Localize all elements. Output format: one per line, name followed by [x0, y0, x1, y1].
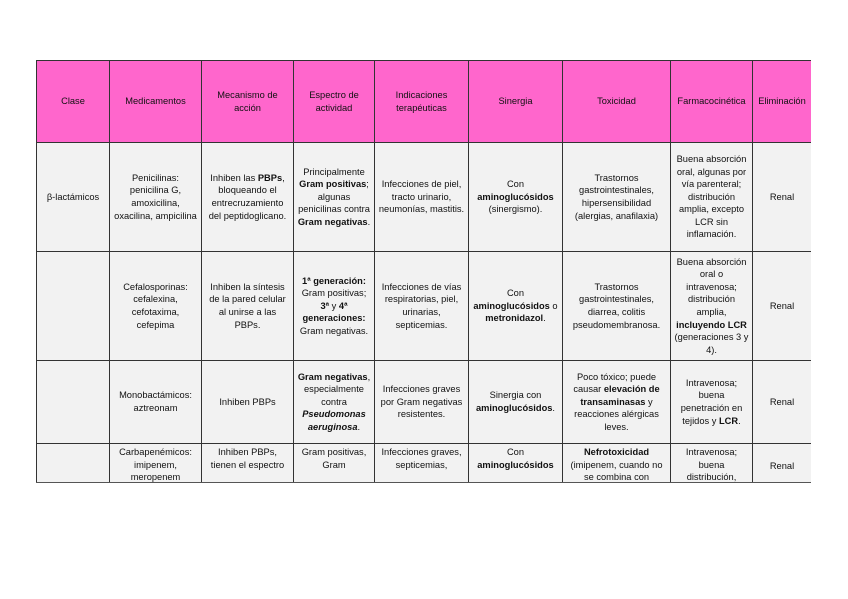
cell-mecanismo: Inhiben PBPs, tienen el espectro — [202, 444, 294, 484]
header-clase: Clase — [37, 61, 110, 143]
table-container — [36, 60, 811, 483]
cell-toxicidad: Trastornos gastrointestinales, diarrea, colitis pseudomembranosa. — [563, 252, 671, 361]
cell-indicaciones: Infecciones graves, septicemias, — [375, 444, 469, 484]
cell-farmacocinetica: Intravenosa; buena distribución, — [671, 444, 753, 484]
table-row — [37, 444, 812, 484]
cell-mecanismo: Inhiben PBPs — [202, 361, 294, 444]
cell-toxicidad: Trastornos gastrointestinales, hipersensibilidad (alergias, anafilaxia) — [563, 143, 671, 252]
cell-medicamentos: Penicilinas: penicilina G, amoxicilina, oxacilina, ampicilina — [110, 143, 202, 252]
cell-eliminacion: Renal — [753, 143, 812, 252]
header-mecanismo: Mecanismo de acción — [202, 61, 294, 143]
cell-indicaciones: Infecciones graves por Gram negativas resistentes. — [375, 361, 469, 444]
cell-medicamentos: Cefalosporinas: cefalexina, cefotaxima, cefepima — [110, 252, 202, 361]
cell-farmacocinetica: Buena absorción oral, algunas por vía parenteral; distribución amplia, excepto LCR sin inflamación. — [671, 143, 753, 252]
cell-espectro: Principalmente Gram positivas; algunas penicilinas contra Gram negativas. — [294, 143, 375, 252]
cell-espectro: 1ª generación: Gram positivas; 3ª y 4ª generaciones: Gram negativas. — [294, 252, 375, 361]
header-row — [37, 61, 812, 143]
antibiotics-table — [36, 60, 811, 483]
header-farmacocinetica: Farmacocinética — [671, 61, 753, 143]
cell-sinergia: Con aminoglucósidos (sinergismo). — [469, 143, 563, 252]
cell-medicamentos: Carbapenémicos: imipenem, meropenem — [110, 444, 202, 484]
cell-eliminacion: Renal — [753, 252, 812, 361]
table-row — [37, 252, 812, 361]
cell-espectro: Gram positivas, Gram — [294, 444, 375, 484]
cell-indicaciones: Infecciones de piel, tracto urinario, neumonías, mastitis. — [375, 143, 469, 252]
cell-eliminacion: Renal — [753, 361, 812, 444]
cell-sinergia: Con aminoglucósidos o metronidazol. — [469, 252, 563, 361]
cell-clase — [37, 361, 110, 444]
header-eliminacion: Eliminación — [753, 61, 812, 143]
header-espectro: Espectro de actividad — [294, 61, 375, 143]
cell-toxicidad: Nefrotoxicidad (imipenem, cuando no se combina con — [563, 444, 671, 484]
header-medicamentos: Medicamentos — [110, 61, 202, 143]
cell-clase: β-lactámicos — [37, 143, 110, 252]
cell-eliminacion: Renal — [753, 444, 812, 484]
header-sinergia: Sinergia — [469, 61, 563, 143]
cell-toxicidad: Poco tóxico; puede causar elevación de transaminasas y reacciones alérgicas leves. — [563, 361, 671, 444]
cell-indicaciones: Infecciones de vías respiratorias, piel, urinarias, septicemias. — [375, 252, 469, 361]
cell-farmacocinetica: Intravenosa; buena penetración en tejidos y LCR. — [671, 361, 753, 444]
cell-sinergia: Sinergia con aminoglucósidos. — [469, 361, 563, 444]
cell-mecanismo: Inhiben la síntesis de la pared celular al unirse a las PBPs. — [202, 252, 294, 361]
cell-espectro: Gram negativas, especialmente contra Pseudomonas aeruginosa. — [294, 361, 375, 444]
cell-clase — [37, 252, 110, 361]
header-indicaciones: Indicaciones terapéuticas — [375, 61, 469, 143]
cell-farmacocinetica: Buena absorción oral o intravenosa; distribución amplia, incluyendo LCR (generaciones 3 y 4). — [671, 252, 753, 361]
cell-medicamentos: Monobactámicos: aztreonam — [110, 361, 202, 444]
table-row — [37, 361, 812, 444]
table-row — [37, 143, 812, 252]
cell-clase — [37, 444, 110, 484]
cell-sinergia: Con aminoglucósidos — [469, 444, 563, 484]
cell-mecanismo: Inhiben las PBPs, bloqueando el entrecruzamiento del peptidoglicano. — [202, 143, 294, 252]
header-toxicidad: Toxicidad — [563, 61, 671, 143]
